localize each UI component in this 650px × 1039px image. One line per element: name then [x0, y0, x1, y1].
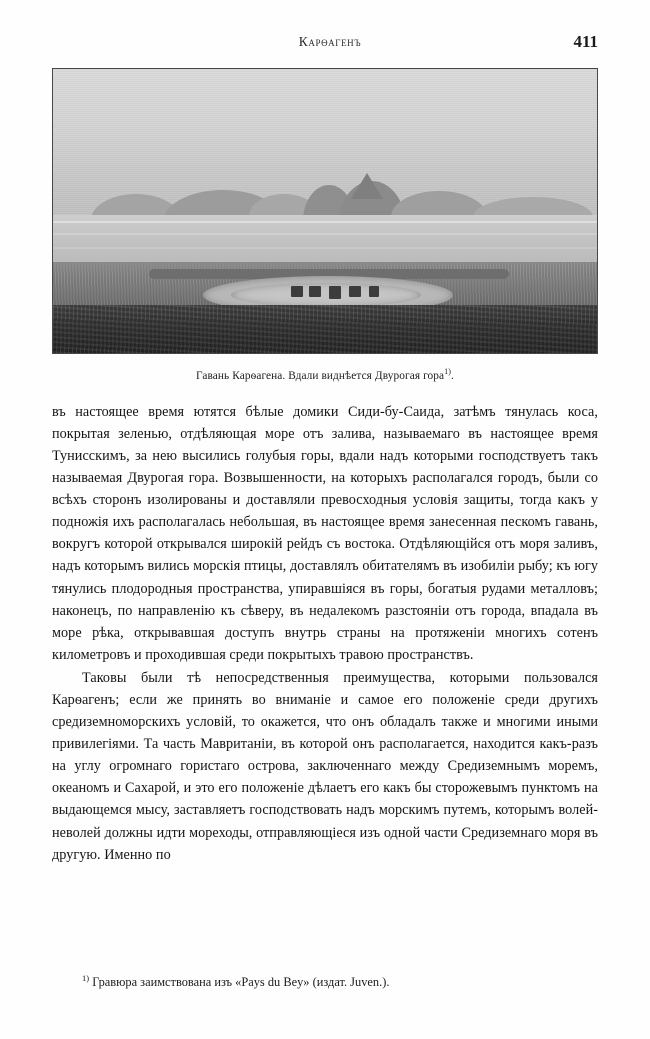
- ruin-structure: [349, 286, 361, 297]
- paragraph-continued: въ настоящее время ютятся бѣлые домики Сиди-бу-Саида, затѣмъ тянулась коса, покрытая зеленью, отдѣляющая море отъ залива, называемаго въ настоящее время Тунисскимъ, за нею высились голубыя горы, вдали надъ которыми господствуетъ такъ называемая Двурогая гора. Возвышенности, на которыхъ располагался городъ, были со всѣхъ сторонъ изолированы и доставляли превосходныя условія защиты, тогда какъ у подножія ихъ располагалась небольшая, въ настоящее время занесенная пескомъ гавань, вокругъ которой открывался широкій рейдъ съ востока. Отдѣляющійся отъ моря заливъ, надъ которымъ вились морскія птицы, доставлялъ обитателямъ въ изобиліи рыбу; къ югу тянулись плодородныя пространства, упиравшіяся въ горы, богатыя рудами металловъ; наконецъ, по направленію къ сѣверу, въ недалекомъ разстояніи отъ города, впадала въ море рѣка, открывавшая доступъ внутрь страны на протяженіи многихъ сотенъ километровъ и проходившая среди покрытыхъ травою пространствъ.: [52, 403, 598, 663]
- ruin-structure: [309, 286, 321, 297]
- figure-caption-footnote-marker: 1): [444, 367, 452, 376]
- figure: [52, 68, 598, 382]
- ruin-structure: [369, 286, 379, 297]
- harbour-of-carthage-photograph: [52, 68, 598, 354]
- footnote-text: Гравюра заимствована изъ «Pays du Bey» (издат. Juven.).: [92, 975, 390, 989]
- body-text: [52, 401, 598, 866]
- bay-water-region: [53, 215, 597, 269]
- page-header: [52, 34, 598, 60]
- foreground-field-texture: [53, 305, 597, 353]
- ruin-structure: [329, 286, 341, 299]
- mountain-peak: [351, 173, 383, 199]
- ruin-structure: [291, 286, 303, 297]
- paragraph: Таковы были тѣ непосредственныя преимущества, которыми пользовался Карѳагенъ; если же принять во вниманіе и самое его положеніе среди другихъ средиземноморскихъ условій, то окажется, что онъ обладалъ также и многими иными привилегіями. Та часть Мавританіи, въ которой онъ располагается, находится какъ-разъ на углу огромнаго гористаго острова, заключеннаго между Средиземнымъ моремъ, океаномъ и Сахарой, и это его положеніе дѣлаетъ его какъ бы сторожевымъ пунктомъ на выдающемся мысу, заставляетъ господствовать надъ морскимъ путемъ, которымъ волей-неволей должны идти мореходы, отправляющіеся изъ одной части Средиземнаго моря въ другую. Именно по: [52, 669, 598, 863]
- figure-caption-text: Гавань Карѳагена. Вдали виднѣется Двурогая гора: [196, 369, 445, 382]
- footnote: [52, 970, 598, 991]
- foreground-field: [53, 305, 597, 353]
- running-head-title: Карѳагенъ: [298, 34, 362, 49]
- footnote-marker: 1): [82, 972, 90, 983]
- figure-caption: Гавань Карѳагена. Вдали виднѣется Двурогая гора$^{1)}$.: [196, 367, 454, 382]
- page-number: 411: [573, 32, 598, 51]
